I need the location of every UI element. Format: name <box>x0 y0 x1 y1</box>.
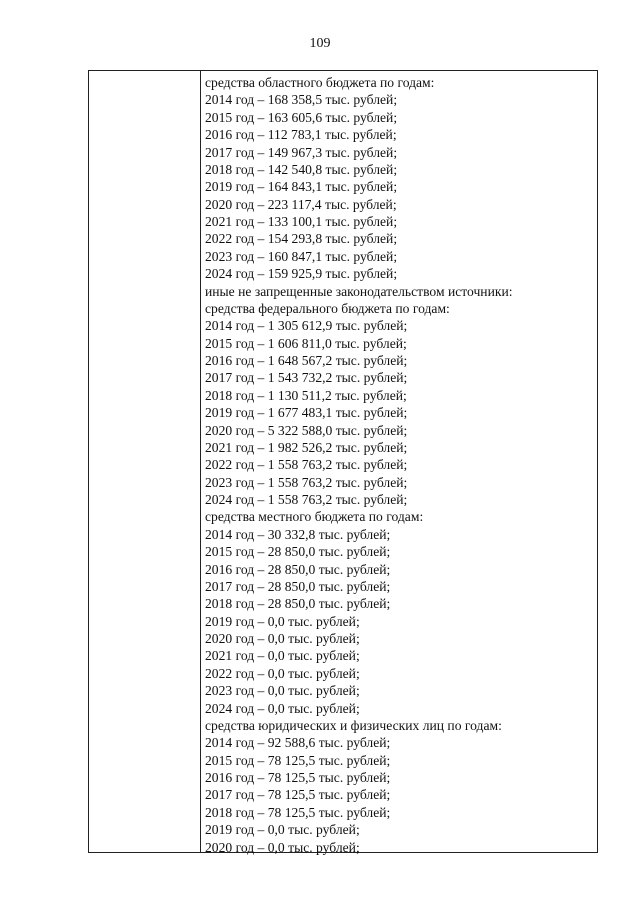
text-line: 2015 год – 28 850,0 тыс. рублей; <box>205 544 391 560</box>
text-line: 2020 год – 0,0 тыс. рублей; <box>205 839 360 855</box>
text-line: 2017 год – 28 850,0 тыс. рублей; <box>205 578 391 594</box>
text-line: 2015 год – 78 125,5 тыс. рублей; <box>205 752 391 768</box>
text-line: 2021 год – 1 982 526,2 тыс. рублей; <box>205 439 408 455</box>
text-line: 2022 год – 1 558 763,2 тыс. рублей; <box>205 457 408 473</box>
text-line: 2017 год – 1 543 732,2 тыс. рублей; <box>205 370 408 386</box>
text-line: 2022 год – 154 293,8 тыс. рублей; <box>205 231 398 247</box>
text-line: 2021 год – 133 100,1 тыс. рублей; <box>205 214 398 229</box>
text-line: 2023 год – 0,0 тыс. рублей; <box>205 683 360 699</box>
text-line: 2024 год – 1 558 763,2 тыс. рублей; <box>205 492 408 507</box>
text-line: средства юридических и физических лиц по годам: <box>205 717 502 733</box>
text-line: 2021 год – 0,0 тыс. рублей; <box>205 648 360 664</box>
text-line: средства федерального бюджета по годам: <box>205 300 450 316</box>
text-line: 2020 год – 5 322 588,0 тыс. рублей; <box>205 422 408 438</box>
text-line: 2023 год – 1 558 763,2 тыс. рублей; <box>205 474 408 490</box>
text-line: 2024 год – 159 925,9 тыс. рублей; <box>205 266 398 282</box>
text-line: средства областного бюджета по годам: <box>205 75 435 90</box>
funding-table <box>88 70 598 853</box>
text-line: 2020 год – 0,0 тыс. рублей; <box>205 631 360 646</box>
text-line: иные не запрещенные законодательством источники: <box>205 283 513 299</box>
text-line: 2016 год – 78 125,5 тыс. рублей; <box>205 770 391 785</box>
text-line: 2017 год – 149 967,3 тыс. рублей; <box>205 144 398 160</box>
text-line: 2019 год – 0,0 тыс. рублей; <box>205 822 360 838</box>
table-left-cell <box>89 71 201 852</box>
text-line: 2015 год – 163 605,6 тыс. рублей; <box>205 109 398 125</box>
text-line: 2023 год – 160 847,1 тыс. рублей; <box>205 248 398 264</box>
text-line: 2018 год – 142 540,8 тыс. рублей; <box>205 161 398 177</box>
table-right-cell <box>205 74 593 856</box>
text-line: средства местного бюджета по годам: <box>205 509 424 525</box>
text-line: 2020 год – 223 117,4 тыс. рублей; <box>205 196 397 212</box>
text-line: 2024 год – 0,0 тыс. рублей; <box>205 700 360 716</box>
text-line: 2018 год – 1 130 511,2 тыс. рублей; <box>205 387 407 403</box>
text-line: 2019 год – 0,0 тыс. рублей; <box>205 613 360 629</box>
text-line: 2014 год – 1 305 612,9 тыс. рублей; <box>205 318 408 334</box>
text-line: 2016 год – 28 850,0 тыс. рублей; <box>205 561 391 577</box>
text-line: 2014 год – 168 358,5 тыс. рублей; <box>205 92 398 108</box>
page-number: 109 <box>309 36 331 51</box>
text-line: 2016 год – 112 783,1 тыс. рублей; <box>205 127 397 143</box>
text-line: 2017 год – 78 125,5 тыс. рублей; <box>205 787 391 803</box>
text-line: 2014 год – 30 332,8 тыс. рублей; <box>205 526 391 542</box>
text-line: 2018 год – 78 125,5 тыс. рублей; <box>205 804 391 820</box>
text-line: 2018 год – 28 850,0 тыс. рублей; <box>205 596 391 612</box>
text-line: 2019 год – 164 843,1 тыс. рублей; <box>205 179 398 195</box>
text-line: 2015 год – 1 606 811,0 тыс. рублей; <box>205 335 407 351</box>
text-line: 2022 год – 0,0 тыс. рублей; <box>205 665 360 681</box>
text-line: 2016 год – 1 648 567,2 тыс. рублей; <box>205 353 408 368</box>
text-line: 2019 год – 1 677 483,1 тыс. рублей; <box>205 405 408 421</box>
text-line: 2014 год – 92 588,6 тыс. рублей; <box>205 735 391 751</box>
